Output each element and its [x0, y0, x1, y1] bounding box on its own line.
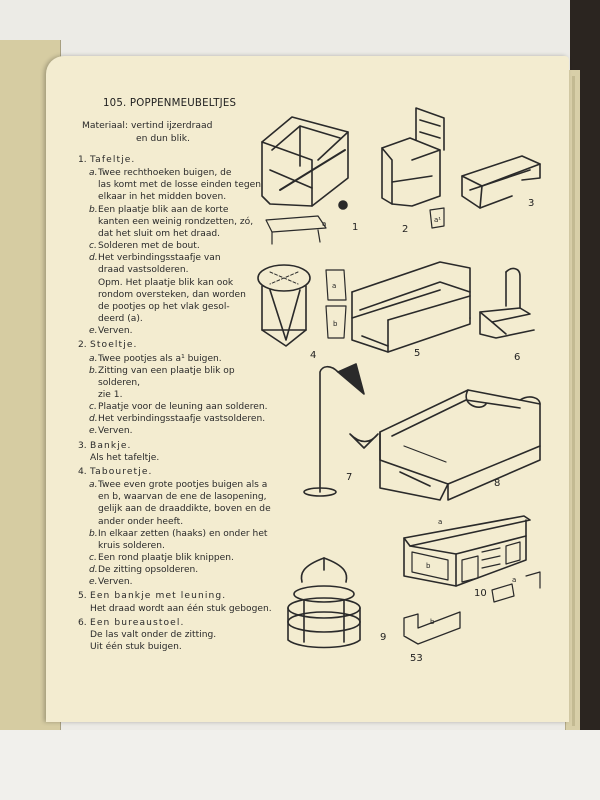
- item-text: Zitting van een plaatje blik op solderen, zie 1.: [98, 365, 235, 400]
- item-letter: b.: [89, 204, 98, 215]
- item-letter: b.: [89, 528, 98, 539]
- item-text: Verven.: [98, 577, 133, 588]
- section-number: 2.: [78, 340, 87, 351]
- section-text: De las valt onder de zitting. Uit één stuk buigen.: [90, 629, 217, 653]
- section-number: 3.: [78, 440, 87, 451]
- item-text: Het verbindingsstaafje van draad vastsolderen.: [98, 253, 221, 276]
- item-letter: e.: [89, 577, 98, 588]
- section-title: Bankje.: [90, 440, 132, 451]
- figure-1-table: [262, 117, 348, 244]
- figure-2-chair: [382, 108, 444, 228]
- page-title: 105. POPPENMEUBELTJES: [103, 98, 237, 109]
- section-number: 4.: [78, 466, 87, 477]
- item-letter: a.: [89, 353, 98, 364]
- part-label: a: [512, 576, 517, 584]
- figure-number: 1: [352, 222, 359, 233]
- section-text: Het draad wordt aan één stuk gebogen.: [90, 603, 272, 614]
- page-number: 53: [410, 653, 423, 664]
- item-text: Opm. Het plaatje blik kan ook rondom oversteken, dan worden de pootjes op het vlak gesol- deerd (a).: [98, 277, 246, 325]
- figure-number: 3: [528, 198, 535, 209]
- section-title: Een bankje met leuning.: [90, 591, 227, 602]
- item-text: Plaatje voor de leuning aan solderen.: [98, 402, 268, 413]
- item-letter: e.: [89, 326, 98, 337]
- item-text: Twee rechthoeken buigen, de las komt met de losse einden tegen elkaar in het midden boven.: [98, 168, 261, 203]
- figure-number: 7: [346, 472, 353, 483]
- section-title: Tabouretje.: [90, 466, 153, 477]
- materials-line-1: Materiaal: vertind ijzerdraad: [82, 120, 213, 131]
- item-text: Een rond plaatje blik knippen.: [98, 553, 234, 563]
- item-letter: b.: [89, 365, 98, 376]
- item-text: Twee pootjes als a¹ buigen.: [98, 353, 222, 364]
- item-text: Solderen met de bout.: [98, 241, 200, 252]
- item-text: Verven.: [98, 326, 133, 337]
- figure-number: 4: [310, 350, 317, 361]
- item-text: De zitting opsolderen.: [98, 565, 199, 576]
- section-number: 6.: [78, 617, 87, 628]
- item-text: Het verbindingsstaafje vastsolderen.: [98, 414, 266, 425]
- figure-number: 10: [474, 588, 487, 599]
- figure-10-cabinet: [404, 516, 540, 644]
- section-title: Een bureaustoel.: [90, 617, 185, 628]
- item-letter: d.: [89, 414, 98, 425]
- materials-line-2: en dun blik.: [136, 132, 190, 144]
- figure-number: 6: [514, 352, 521, 363]
- figure-number: 9: [380, 632, 387, 643]
- section-number: 5.: [78, 591, 87, 602]
- part-label: b: [430, 618, 435, 626]
- figure-4-stool: [258, 265, 346, 346]
- item-letter: c.: [89, 553, 97, 563]
- figure-6-desk-chair: [480, 269, 534, 338]
- part-label: a¹: [434, 216, 442, 224]
- part-label: a: [438, 518, 443, 526]
- item-text: Een plaatje blik aan de korte kanten een weinig rondzetten, zó, dat het sluit om het draad.: [98, 204, 254, 239]
- figure-7-lamp: [304, 364, 378, 496]
- item-text: Twee even grote pootjes buigen als a en b, waarvan de ene de lasopening, gelijk aan de draaddikte, boven en de ander onder heeft.: [98, 480, 271, 527]
- figure-8-bed: [380, 390, 540, 500]
- section-number: 1.: [78, 155, 87, 165]
- item-letter: a.: [89, 480, 98, 491]
- section-text: Als het tafeltje.: [90, 452, 160, 463]
- figure-5-bench-with-back: [352, 262, 470, 352]
- section-title: Tafeltje.: [90, 155, 136, 165]
- item-letter: c.: [89, 402, 97, 413]
- part-label: b: [426, 562, 431, 570]
- item-letter: d.: [89, 565, 98, 576]
- item-letter: e.: [89, 426, 98, 437]
- item-letter: a.: [89, 168, 98, 179]
- part-labels: [322, 216, 516, 626]
- item-text: Verven.: [98, 426, 133, 437]
- part-label: a: [332, 282, 337, 290]
- part-label: a: [322, 220, 327, 228]
- item-letter: d.: [89, 253, 98, 264]
- figure-number: 8: [494, 478, 501, 489]
- section-title: Stoeltje.: [90, 340, 138, 351]
- item-text: In elkaar zetten (haaks) en onder het kruis solderen.: [98, 528, 268, 551]
- figure-9-round-seat: [288, 558, 360, 648]
- figure-number: 2: [402, 224, 409, 235]
- figure-number: 5: [414, 348, 421, 359]
- part-label: b: [333, 320, 338, 328]
- item-letter: c.: [89, 241, 97, 252]
